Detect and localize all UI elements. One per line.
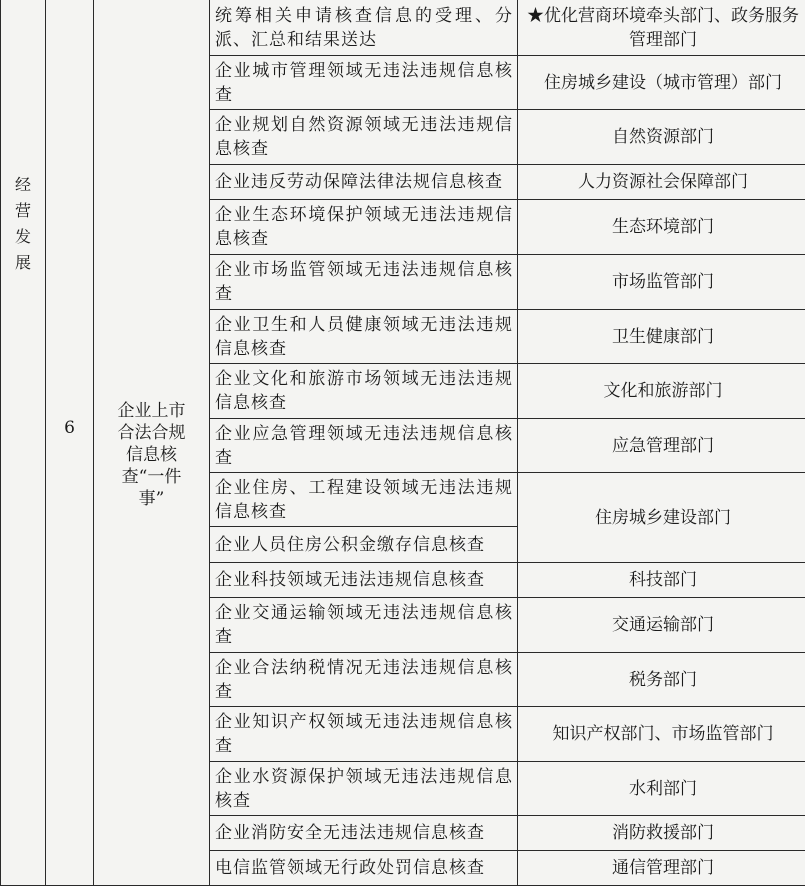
service-name-cell [94,0,210,886]
dept-cell: 市场监管部门 [518,255,805,310]
item-cell: 企业合法纳税情况无违法违规信息核查 [210,653,518,707]
item-cell: 企业水资源保护领域无违法违规信息核查 [210,762,518,816]
item-cell: 企业人员住房公积金缴存信息核查 [210,527,518,563]
row-number: 6 [64,418,75,438]
dept-cell: 文化和旅游部门 [518,364,805,419]
category-cell [1,0,46,886]
dept-cell: 人力资源社会保障部门 [518,165,805,200]
dept-cell: 住房城乡建设部门 [518,473,805,563]
dept-cell: 通信管理部门 [518,851,805,886]
dept-cell: 科技部门 [518,563,805,598]
item-cell: 企业规划自然资源领域无违法违规信息核查 [210,110,518,165]
number-cell [46,0,94,886]
item-cell: 企业住房、工程建设领域无违法违规信息核查 [210,473,518,527]
item-cell: 企业消防安全无违法违规信息核查 [210,816,518,851]
item-cell: 企业科技领域无违法违规信息核查 [210,563,518,598]
item-cell: 企业市场监管领域无违法违规信息核查 [210,255,518,310]
dept-cell: 税务部门 [518,653,805,707]
dept-cell: 应急管理部门 [518,419,805,473]
item-cell: 企业交通运输领域无违法违规信息核查 [210,598,518,653]
dept-cell: 水利部门 [518,762,805,816]
dept-cell: 自然资源部门 [518,110,805,165]
item-cell: 企业应急管理领域无违法违规信息核查 [210,419,518,473]
item-cell: 企业文化和旅游市场领域无违法违规信息核查 [210,364,518,419]
item-cell: 企业城市管理领域无违法违规信息核查 [210,56,518,110]
dept-cell: 卫生健康部门 [518,310,805,364]
item-cell: 企业卫生和人员健康领域无违法违规信息核查 [210,310,518,364]
item-cell: 统筹相关申请核查信息的受理、分派、汇总和结果送达 [210,0,518,56]
service-name: 企业上市合法合规信息核查“一件事” [111,400,193,510]
item-cell: 企业违反劳动保障法律法规信息核查 [210,165,518,200]
dept-cell: ★优化营商环境牵头部门、政务服务管理部门 [518,0,805,56]
dept-cell: 生态环境部门 [518,200,805,255]
dept-cell: 消防救援部门 [518,816,805,851]
item-cell: 电信监管领域无行政处罚信息核查 [210,851,518,886]
item-cell: 企业知识产权领域无违法违规信息核查 [210,707,518,762]
dept-cell: 交通运输部门 [518,598,805,653]
category-label: 经营发展 [14,172,32,276]
item-cell: 企业生态环境保护领域无违法违规信息核查 [210,200,518,255]
dept-cell: 住房城乡建设（城市管理）部门 [518,56,805,110]
dept-cell: 知识产权部门、市场监管部门 [518,707,805,762]
